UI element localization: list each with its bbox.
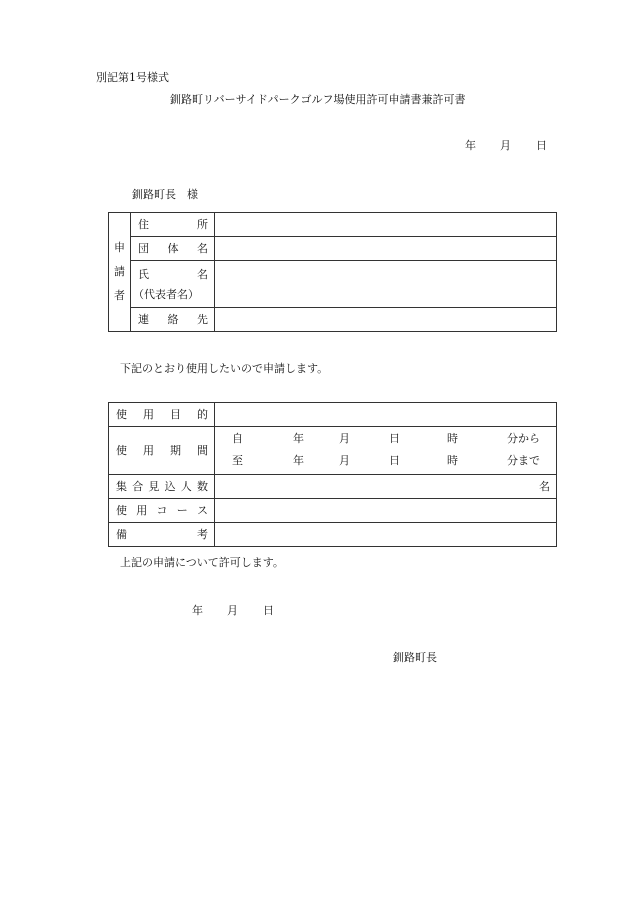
to-minute: 分まで <box>507 454 540 467</box>
date-year-label: 年 <box>465 139 476 152</box>
contact-label: 連 絡 先 <box>131 308 215 332</box>
address-field[interactable] <box>215 213 557 237</box>
permit-date-day: 日 <box>263 604 274 617</box>
name-field[interactable] <box>215 261 557 308</box>
applicant-table <box>108 212 557 332</box>
addressee: 釧路町長 様 <box>132 188 198 201</box>
period-label: 使 用 期 間 <box>109 427 215 475</box>
contact-field[interactable] <box>215 308 557 332</box>
group-char: 申 <box>114 241 125 254</box>
from-prefix: 自 <box>232 432 243 445</box>
representative-sublabel: （代表者名） <box>133 287 199 301</box>
to-hour: 時 <box>447 454 458 467</box>
usage-table <box>108 402 557 547</box>
group-name-field[interactable] <box>215 237 557 261</box>
purpose-label: 使 用 目 的 <box>109 403 215 427</box>
remarks-field[interactable] <box>215 523 557 547</box>
group-name-label: 団 体 名 <box>131 237 215 261</box>
remarks-label: 備 考 <box>109 523 215 547</box>
group-char: 者 <box>114 289 125 302</box>
permit-date-month: 月 <box>227 604 238 617</box>
attendance-field[interactable] <box>215 475 557 499</box>
from-year: 年 <box>293 432 304 445</box>
applicant-group-label <box>109 213 131 332</box>
request-statement: 下記のとおり使用したいので申請します。 <box>120 362 329 375</box>
date-day-label: 日 <box>536 139 547 152</box>
course-field[interactable] <box>215 499 557 523</box>
from-minute: 分から <box>507 432 540 445</box>
period-field[interactable] <box>215 427 557 475</box>
date-month-label: 月 <box>500 139 511 152</box>
permission-statement: 上記の申請について許可します。 <box>120 556 284 569</box>
form-number: 別記第1号様式 <box>96 71 169 84</box>
from-hour: 時 <box>447 432 458 445</box>
document-title: 釧路町リバーサイドパークゴルフ場使用許可申請書兼許可書 <box>170 93 466 106</box>
purpose-field[interactable] <box>215 403 557 427</box>
permit-date-year: 年 <box>192 604 203 617</box>
to-day: 日 <box>389 454 400 467</box>
to-year: 年 <box>293 454 304 467</box>
attendance-label: 集 合 見 込 人 数 <box>109 475 215 499</box>
attendance-unit: 名 <box>539 480 550 493</box>
from-month: 月 <box>339 432 350 445</box>
group-char: 請 <box>114 265 125 278</box>
name-label: 氏 名 （代表者名） <box>131 261 215 308</box>
from-day: 日 <box>389 432 400 445</box>
issuer: 釧路町長 <box>393 651 437 664</box>
address-label: 住 所 <box>131 213 215 237</box>
course-label: 使 用 コ ー ス <box>109 499 215 523</box>
to-month: 月 <box>339 454 350 467</box>
to-prefix: 至 <box>232 454 243 467</box>
